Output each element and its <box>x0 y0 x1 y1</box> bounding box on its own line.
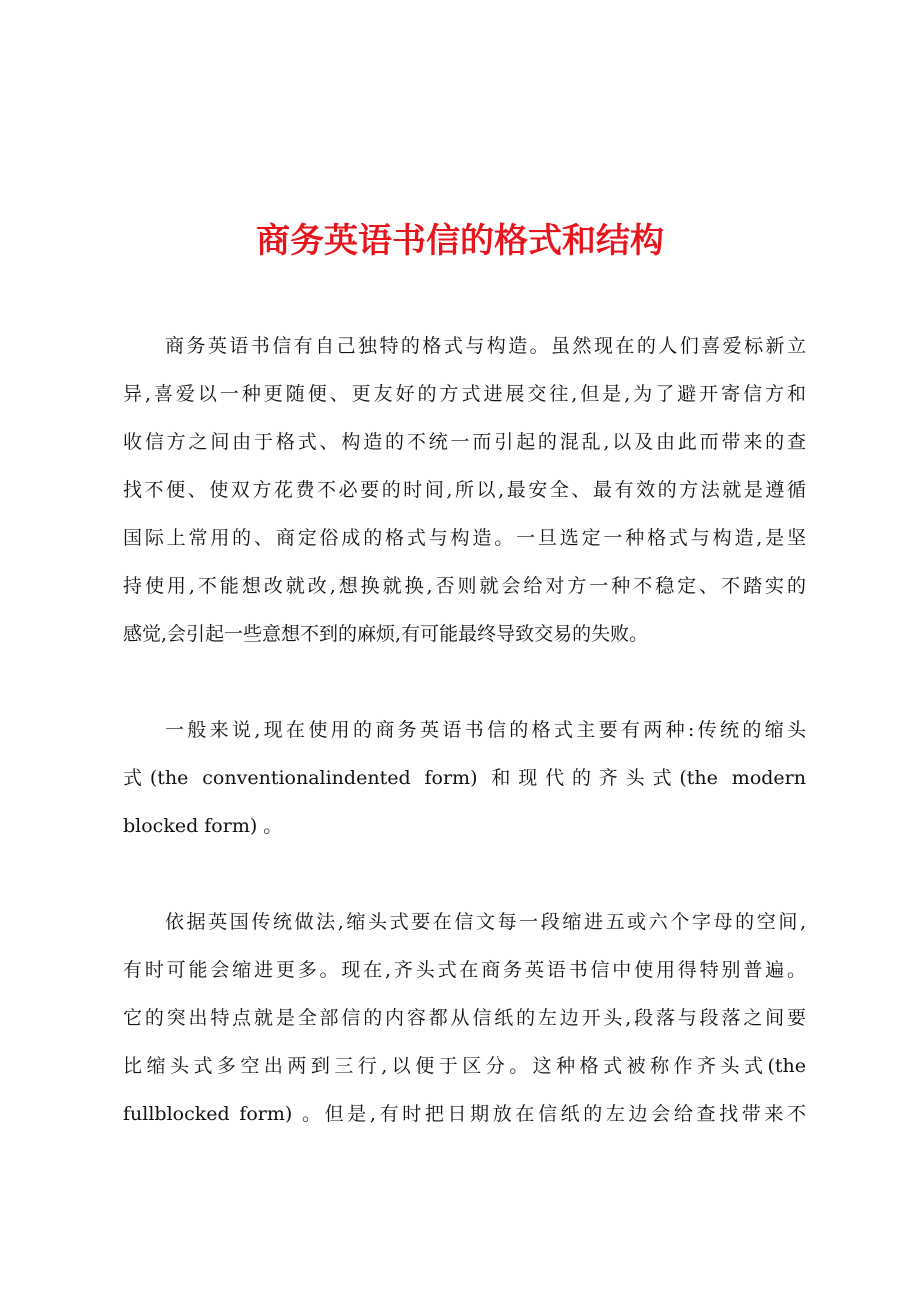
text-line: 有时可能会缩进更多。现在,齐头式在商务英语书信中使用得特别普遍。 <box>123 959 806 981</box>
paragraph-2 <box>123 706 806 850</box>
paragraph-3 <box>123 898 806 1138</box>
text-line: 收信方之间由于格式、构造的不统一而引起的混乱,以及由此而带来的查 <box>123 431 806 453</box>
text-line: 异,喜爱以一种更随便、更友好的方式进展交往,但是,为了避开寄信方和 <box>123 383 806 405</box>
text-line: 式(the conventionalindented form) 和现代的齐头式(the modern <box>123 767 806 789</box>
document-title: 商务英语书信的格式和结构 <box>256 220 664 261</box>
text-line: 比缩头式多空出两到三行,以便于区分。这种格式被称作齐头式(the <box>123 1055 806 1077</box>
text-line: blocked form) 。 <box>123 815 283 837</box>
text-line: 商务英语书信有自己独特的格式与构造。虽然现在的人们喜爱标新立 <box>165 335 806 357</box>
text-line: 感觉,会引起一些意想不到的麻烦,有可能最终导致交易的失败。 <box>123 623 649 645</box>
text-line: 持使用,不能想改就改,想换就换,否则就会给对方一种不稳定、不踏实的 <box>123 575 806 597</box>
text-line: 找不便、使双方花费不必要的时间,所以,最安全、最有效的方法就是遵循 <box>123 479 806 501</box>
paragraph-1 <box>123 322 806 658</box>
text-line: 它的突出特点就是全部信的内容都从信纸的左边开头,段落与段落之间要 <box>123 1007 806 1029</box>
text-line: 依据英国传统做法,缩头式要在信文每一段缩进五或六个字母的空间, <box>165 911 806 933</box>
text-line: fullblocked form) 。但是,有时把日期放在信纸的左边会给查找带来不 <box>123 1103 806 1125</box>
text-line: 一般来说,现在使用的商务英语书信的格式主要有两种:传统的缩头 <box>165 719 806 741</box>
text-line: 国际上常用的、商定俗成的格式与构造。一旦选定一种格式与构造,是坚 <box>123 527 806 549</box>
